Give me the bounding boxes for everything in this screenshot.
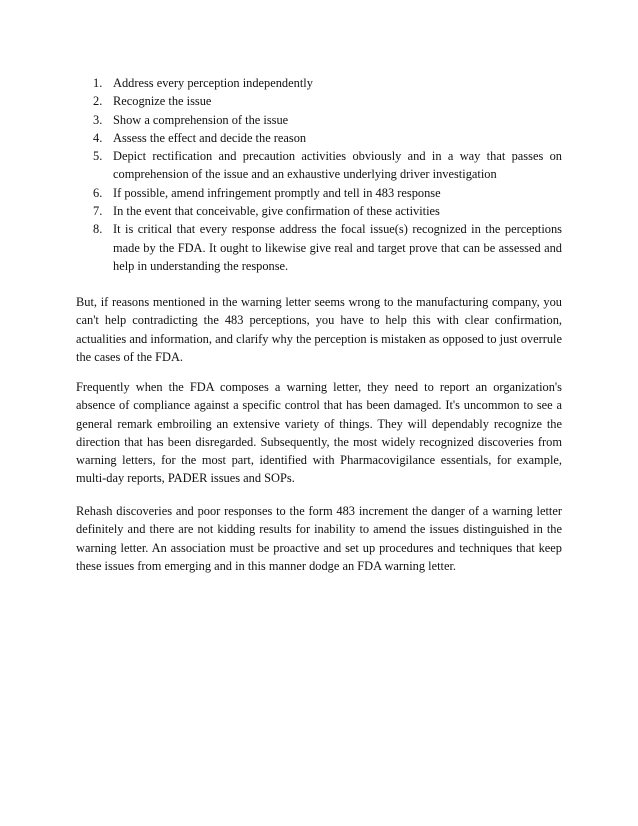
list-item: [79, 220, 562, 275]
list-item-number: 3.: [93, 112, 103, 127]
recommendations-list: [79, 74, 562, 275]
list-item-number: 5.: [93, 149, 103, 164]
list-item-text: Show a comprehension of the issue: [113, 112, 289, 127]
list-item-number: 4.: [93, 130, 103, 145]
list-item-number: 7.: [93, 204, 103, 219]
list-item-number: 8.: [93, 222, 103, 237]
paragraph-repeat-findings: Rehash discoveries and poor responses to the form 483 increment the danger of a warning letter definitely and there are not kidding results for inability to amend the issues distinguished in the warning letter. An association must be proactive and set up procedures and techniques that keep these issues from emerging and in this manner dodge an FDA warning letter.: [76, 504, 562, 573]
list-item: [79, 92, 562, 110]
list-item-number: 1.: [93, 76, 103, 90]
list-item-text: Address every perception independently: [113, 76, 313, 90]
list-item-text: Assess the effect and decide the reason: [113, 130, 307, 145]
paragraph-contradicting-483: But, if reasons mentioned in the warning letter seems wrong to the manufacturing company, you can't help contradicting the 483 perceptions, you have to help this with clear confirmation, actualities and information, and clarify why the perception is mistaken as opposed to just overrule the cases of the FDA.: [76, 295, 562, 364]
list-item-number: 2.: [93, 94, 103, 109]
list-item: [79, 111, 562, 129]
list-item-text: Recognize the issue: [113, 94, 212, 109]
list-item: [79, 202, 562, 220]
list-item: [79, 74, 562, 92]
list-item-text: In the event that conceivable, give confirmation of these activities: [113, 204, 440, 219]
list-item-text: It is critical that every response address the focal issue(s) recognized in the perceptions made by the FDA. It ought to likewise give real and target prove that can be assessed and help in understanding the response.: [113, 222, 562, 273]
paragraph-warning-letter-findings: Frequently when the FDA composes a warning letter, they need to report an organization's absence of compliance against a specific control that has been damaged. It's uncommon to see a general remark embroiling an extensive variety of things. They will dependably recognize the direction that has been disregarded. Subsequently, the most widely recognized discoveries from warning letters, for the most part, identified with Pharmacovigilance essentials, for example, multi-day reports, PADER issues and SOPs.: [76, 380, 562, 486]
list-item: [79, 147, 562, 184]
list-item: [79, 184, 562, 202]
list-item: [79, 129, 562, 147]
list-item-text: Depict rectification and precaution activities obviously and in a way that passes on comprehension of the issue and an exhaustive underlying driver investigation: [113, 149, 562, 182]
list-item-text: If possible, amend infringement promptly and tell in 483 response: [113, 185, 441, 200]
list-item-number: 6.: [93, 185, 103, 200]
